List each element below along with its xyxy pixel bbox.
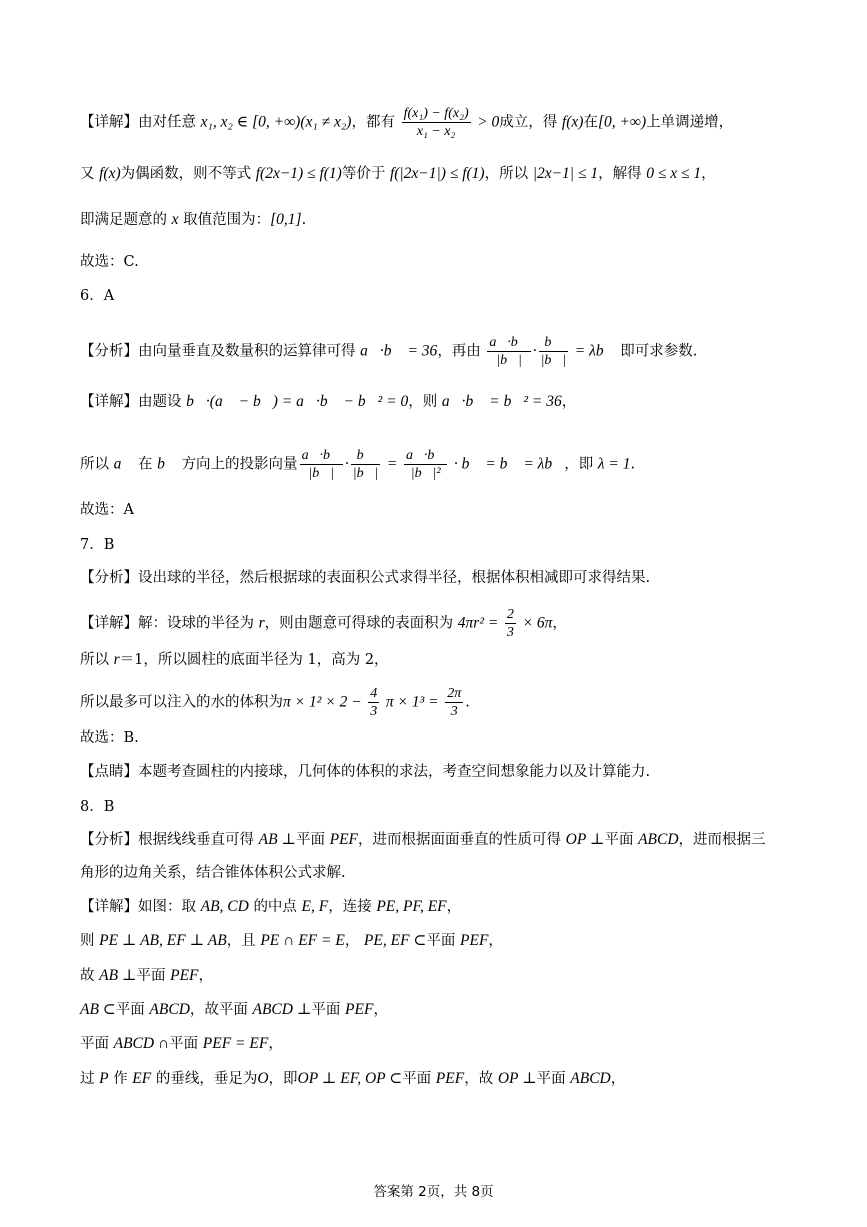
detail-line-1: 【详解】由对任意 x₁, x₂ ∈ [0, +∞)(x₁ ≠ x₂)，都有 $\frac{\text{f(x₁) − f(x₂)}}{\text{x₁ − x₂}}$ > 0成立，得 f(x)在[0, +∞)上单调递增， [80,106,734,139]
section-label: 【点睛】 [80,764,138,780]
fraction: $\frac{b⃗}{|b⃗|}$ [540,335,567,368]
fraction: $\frac{\text{f(x₁) − f(x₂)}}{\text{x₁ − x₂}}$ [403,106,469,139]
detail-line-7: 【详解】由题设 b⃗·(a⃗ − b⃗) = a⃗·b⃗ − b⃗² = 0，则 a⃗·b⃗ = b⃗² = 36， [80,393,577,410]
detail-line-20: 【详解】如图：取 AB, CD 的中点 E, F，连接 PE, PF, EF， [80,898,462,915]
fraction: $\frac{4}{3}$ [370,686,378,719]
question-number: 6．A [80,288,115,304]
section-label: 【详解】 [80,615,138,632]
detail-line-13: 所以 r＝1，所以圆柱的底面半径为 1，高为 2， [80,651,389,668]
question-number: 7．B [80,537,115,553]
section-label: 【分析】 [80,343,138,360]
detail-line-24: 平面 ABCD ∩平面 PEF = EF， [80,1035,283,1052]
answer-line: 故选：C. [80,254,139,270]
answer-line: 故选：B. [80,730,139,746]
detail-line-3: 即满足题意的 x 取值范围为：[0,1]. [80,211,307,228]
detail-line-23: AB ⊂平面 ABCD，故平面 ABCD ⊥平面 PEF， [80,1001,388,1018]
detail-line-22: 故 AB ⊥平面 PEF， [80,967,214,984]
fraction: $\frac{b⃗}{|b⃗|}$ [352,448,379,481]
detail-line-8: 所以 a⃗ 在 b⃗ 方向上的投影向量 $\frac{a⃗\cdot b⃗}{|b⃗|}$ · $\frac{b⃗}{|b⃗|}$ = $\frac{a⃗\cdot b⃗}{\text{|b⃗|²}}$ · b⃗ = b⃗ = λb⃗，即 λ = 1. [80,448,636,481]
detail-line-25: 过 P 作 EF 的垂线，垂足为O，即OP ⊥ EF, OP ⊂平面 PEF，故 OP ⊥平面 ABCD， [80,1070,626,1087]
fraction: $\frac{2}{3}$ [506,607,514,640]
section-label: 【详解】 [80,114,138,131]
section-label: 【详解】 [80,899,138,915]
analysis-line-18: 【分析】根据线线垂直可得 AB ⊥平面 PEF，进而根据面面垂直的性质可得 OP ⊥平面 ABCD，进而根据三 [80,831,766,848]
page-footer: 答案第 2页，共 8页 [373,1184,494,1200]
fraction: $\frac{a⃗\cdot b⃗}{|b⃗|}$ [301,448,341,481]
detail-line-14: 所以最多可以注入的水的体积为π × 1² × 2 − $\frac{4}{3}$ π × 1³ = $\frac{2\pi}{3}$ . [80,686,470,719]
answer-line: 故选：A [80,502,134,518]
analysis-line-6: 【分析】由向量垂直及数量积的运算律可得 a⃗·b⃗ = 36，再由 $\frac{a⃗\cdot b⃗}{|b⃗|}$ · $\frac{b⃗}{|b⃗|}$ = λb⃗ 即可求参数. [80,335,698,368]
section-label: 【分析】 [80,832,138,848]
fraction: $\frac{a⃗\cdot b⃗}{\text{|b⃗|²}}$ [406,448,446,481]
fraction: $\frac{2\pi}{3}$ [447,686,462,719]
detail-line-21: 则 PE ⊥ AB, EF ⊥ AB，且 PE ∩ EF = E， PE, EF ⊂平面 PEF， [80,932,503,949]
detail-line-12: 【详解】解：设球的半径为 r，则由题意可得球的表面积为 4πr² = $\frac{2}{3}$ × 6π， [80,607,567,640]
comment-line-16: 【点睛】本题考查圆柱的内接球，几何体的体积的求法，考查空间想象能力以及计算能力. [80,764,651,780]
section-label: 【分析】 [80,570,138,586]
question-number: 8．B [80,799,115,815]
section-label: 【详解】 [80,394,138,410]
analysis-line-11: 【分析】设出球的半径，然后根据球的表面积公式求得半径，根据体积相减即可求得结果. [80,570,651,586]
fraction: $\frac{a⃗\cdot b⃗}{|b⃗|}$ [489,335,529,368]
detail-line-2: 又 f(x)为偶函数，则不等式 f(2x−1) ≤ f(1)等价于 f(|2x−1|) ≤ f(1)，所以 |2x−1| ≤ 1，解得 0 ≤ x ≤ 1， [80,165,716,182]
analysis-line-19: 角形的边角关系，结合锥体体积公式求解. [80,865,346,881]
